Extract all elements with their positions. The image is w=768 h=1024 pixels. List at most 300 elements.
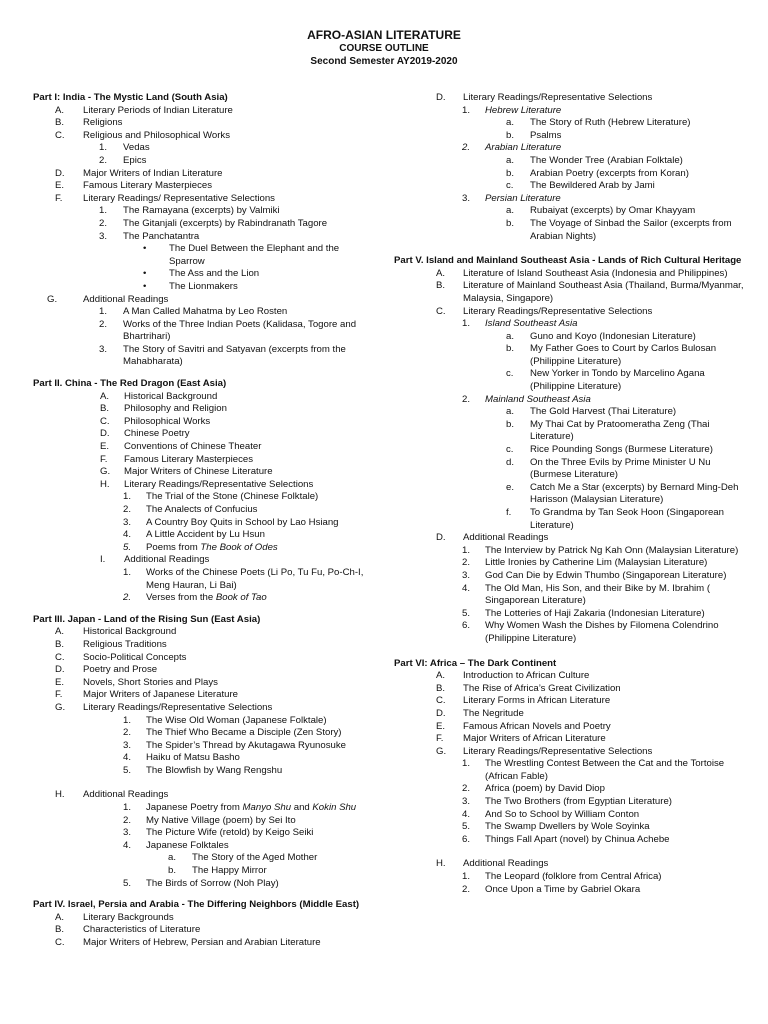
part-3-item xyxy=(33,827,373,840)
part-1-item xyxy=(33,231,373,244)
item-text: The Story of Ruth (Hebrew Literature) xyxy=(530,117,691,129)
item-marker: c. xyxy=(506,368,514,380)
item-text: Additional Readings xyxy=(83,293,169,305)
item-marker: 5. xyxy=(123,764,132,776)
item-text: Philosophical Works xyxy=(124,415,211,427)
item-marker: C. xyxy=(100,415,110,427)
part-5-item xyxy=(394,482,746,507)
item-text: Chinese Poetry xyxy=(124,428,190,440)
part-3-item xyxy=(33,664,373,677)
item-text: The Wise Old Woman (Japanese Folktale) xyxy=(146,714,327,726)
part-heading: Part IV. Israel, Persia and Arabia - The Differing Neighbors (Middle East) xyxy=(33,899,360,911)
item-marker: 6. xyxy=(462,620,471,632)
part-4-item xyxy=(394,130,746,143)
item-marker: f. xyxy=(506,507,512,518)
part-6-item xyxy=(394,670,746,683)
part-1-item xyxy=(33,268,373,281)
part-3-item xyxy=(33,639,373,652)
item-text: And So to School by William Conton xyxy=(485,808,640,820)
part-4-item xyxy=(394,105,746,118)
item-marker: 1. xyxy=(123,802,132,814)
part-5-item xyxy=(394,306,746,319)
item-marker: 2. xyxy=(123,727,132,739)
part-5-item xyxy=(394,532,746,545)
item-text: Island Southeast Asia xyxy=(485,318,578,330)
part-3-item xyxy=(33,626,373,639)
item-marker: b. xyxy=(506,418,515,430)
item-marker: F. xyxy=(55,689,63,701)
part-heading: Part III. Japan - Land of the Rising Sun (East Asia) xyxy=(33,613,261,625)
item-marker: a. xyxy=(506,205,515,217)
part-3-item xyxy=(33,765,373,778)
part-2-item xyxy=(33,491,373,504)
item-text: Religions xyxy=(83,117,123,129)
item-marker: c. xyxy=(506,180,514,192)
item-text: New Yorker in Tondo by Marcelino Agana (Philippine Literature) xyxy=(530,368,705,393)
item-marker: 4. xyxy=(462,808,471,820)
item-marker: 2. xyxy=(99,154,108,166)
item-marker: 4. xyxy=(123,529,132,541)
item-text: The Happy Mirror xyxy=(192,865,267,877)
part-6-item xyxy=(394,746,746,759)
item-marker: A. xyxy=(436,670,446,682)
item-marker: A. xyxy=(55,911,65,923)
part-6-item xyxy=(394,809,746,822)
item-marker: d. xyxy=(506,456,515,468)
item-marker: G. xyxy=(55,701,66,713)
part-3-item xyxy=(33,852,373,865)
part-3-item xyxy=(33,702,373,715)
item-marker: 3. xyxy=(462,796,471,808)
part-1-item xyxy=(33,180,373,193)
item-text: The Wrestling Contest Between the Cat and the Tortoise (African Fable) xyxy=(485,758,725,782)
item-text: The Wonder Tree (Arabian Folktale) xyxy=(530,154,683,166)
item-text: Major Writers of Japanese Literature xyxy=(83,689,238,701)
part-5-item xyxy=(394,557,746,570)
item-text: The Duel Between the Elephant and the Sparrow xyxy=(169,243,340,267)
item-text: My Thai Cat by Pratoomeratha Zeng (Thai Literature) xyxy=(530,418,710,443)
item-text: Guno and Koyo (Indonesian Literature) xyxy=(530,330,696,342)
item-marker: b. xyxy=(506,217,515,229)
item-marker: 1. xyxy=(123,566,132,578)
item-text: Works of the Chinese Poets (Li Po, Tu Fu, Po-Ch-I, Meng Hauran, Li Bai) xyxy=(146,566,364,591)
item-marker: E. xyxy=(100,441,110,453)
part-3-item xyxy=(33,802,373,815)
part-6-item xyxy=(394,821,746,834)
part-1-item xyxy=(33,319,373,344)
item-text: A Little Accident by Lu Hsun xyxy=(146,529,265,541)
item-marker: B. xyxy=(55,117,65,129)
item-marker: A. xyxy=(100,390,110,402)
item-marker: H. xyxy=(436,858,446,870)
item-marker: 4. xyxy=(123,752,132,764)
part-2-item xyxy=(33,554,373,567)
item-marker: E. xyxy=(55,676,65,688)
item-text: The Thief Who Became a Disciple (Zen Story) xyxy=(146,727,342,739)
item-text: Poetry and Prose xyxy=(83,664,158,676)
item-marker: D. xyxy=(100,428,110,440)
item-marker: H. xyxy=(55,789,65,801)
item-text: Famous Literary Masterpieces xyxy=(124,453,254,465)
part-5-item xyxy=(394,507,746,532)
item-text: Haiku of Matsu Basho xyxy=(146,752,240,764)
item-text: The Ramayana (excerpts) by Valmiki xyxy=(123,205,280,217)
item-text: Africa (poem) by David Diop xyxy=(485,783,605,795)
part-4-item xyxy=(394,205,746,218)
item-marker: 2. xyxy=(462,393,471,405)
item-text: Literature of Island Southeast Asia (Indonesia and Philippines) xyxy=(463,267,728,279)
item-marker: 2. xyxy=(123,592,132,604)
item-marker: 3. xyxy=(123,739,132,751)
item-text: Major Writers of Indian Literature xyxy=(83,167,223,179)
part-4-item xyxy=(394,117,746,130)
part-6-item xyxy=(394,758,746,783)
part-5-item xyxy=(394,608,746,621)
item-text: Once Upon a Time by Gabriel Okara xyxy=(485,883,641,895)
item-text: The Gitanjali (excerpts) by Rabindranath Tagore xyxy=(123,217,328,229)
part-3-item xyxy=(33,652,373,665)
item-marker: C. xyxy=(436,305,446,317)
item-text: The Panchatantra xyxy=(123,230,200,242)
part-5-item xyxy=(394,620,746,645)
part-4-item xyxy=(394,155,746,168)
item-text: Literary Readings/Representative Selections xyxy=(463,305,653,317)
item-marker: 1. xyxy=(123,491,132,503)
item-text: Major Writers of Hebrew, Persian and Arabian Literature xyxy=(83,937,321,948)
part-5-item xyxy=(394,318,746,331)
item-text: The Voyage of Sinbad the Sailor (excerpts from Arabian Nights) xyxy=(530,217,732,242)
part-6-item xyxy=(394,783,746,796)
part-4-item xyxy=(394,142,746,155)
part-1-item xyxy=(33,155,373,168)
item-marker: D. xyxy=(55,664,65,676)
item-marker: 2. xyxy=(99,217,108,229)
part-4-item xyxy=(33,912,373,925)
part-6-item xyxy=(394,834,746,847)
outline-right-column xyxy=(394,92,746,896)
item-text: Literary Periods of Indian Literature xyxy=(83,104,233,116)
item-text: The Leopard (folklore from Central Africa) xyxy=(485,871,662,883)
item-text: Socio-Political Concepts xyxy=(83,651,187,663)
item-text: The Old Man, His Son, and their Bike by M. Ibrahim ( Singaporean Literature) xyxy=(485,582,711,607)
item-text: Literary Forms in African Literature xyxy=(463,695,611,707)
part-1-item xyxy=(33,281,373,294)
item-marker: A. xyxy=(55,104,65,116)
part-1-item xyxy=(33,105,373,118)
item-marker: 1. xyxy=(462,104,471,116)
item-text: The Interview by Patrick Ng Kah Onn (Malaysian Literature) xyxy=(485,544,739,556)
part-2-item xyxy=(33,592,373,605)
item-marker: 5. xyxy=(123,541,132,553)
part-3-item xyxy=(33,677,373,690)
item-text: The Bewildered Arab by Jami xyxy=(530,180,655,192)
item-text: Works of the Three Indian Poets (Kalidasa, Togore and Bhartrihari) xyxy=(123,318,357,343)
item-text: Literature of Mainland Southeast Asia (Thailand, Burma/Myanmar, Malaysia, Singapore) xyxy=(463,280,744,304)
item-text: Arabian Poetry (excerpts from Koran) xyxy=(530,167,689,179)
outline-left-column xyxy=(33,92,373,950)
item-marker: 6. xyxy=(462,833,471,845)
item-text: Historical Background xyxy=(124,390,218,402)
item-text: Persian Literature xyxy=(485,192,561,204)
item-marker: 2. xyxy=(123,504,132,515)
part-5-item xyxy=(394,570,746,583)
item-marker: 2. xyxy=(462,142,471,154)
item-marker: C. xyxy=(55,129,65,141)
part-heading: Part I: India - The Mystic Land (South Asia) xyxy=(33,92,228,103)
part-6-item xyxy=(394,871,746,884)
item-marker: F. xyxy=(55,192,63,204)
item-text: The Trial of the Stone (Chinese Folktale) xyxy=(146,491,319,503)
item-text: The Gold Harvest (Thai Literature) xyxy=(530,406,677,418)
item-text: Historical Background xyxy=(83,626,177,638)
part-1-item xyxy=(33,344,373,369)
item-marker: 1. xyxy=(462,758,471,770)
item-marker: 5. xyxy=(123,877,132,889)
part-heading: Part II. China - The Red Dragon (East Asia) xyxy=(33,378,227,390)
part-5-item xyxy=(394,368,746,393)
part-4-item xyxy=(394,218,746,243)
item-marker: H. xyxy=(100,478,110,490)
part-2-item xyxy=(33,403,373,416)
item-text: Additional Readings xyxy=(124,554,210,566)
item-text: Hebrew Literature xyxy=(485,104,562,116)
part-2-item xyxy=(33,517,373,530)
item-marker: C. xyxy=(436,695,446,707)
item-marker: • xyxy=(143,243,147,255)
item-marker: 1. xyxy=(462,544,471,556)
item-marker: a. xyxy=(506,406,515,418)
item-marker: 3. xyxy=(99,343,108,355)
part-3-item xyxy=(33,865,373,878)
item-marker: 1. xyxy=(99,142,108,154)
item-text: Religious and Philosophical Works xyxy=(83,129,231,141)
item-text: On the Three Evils by Prime Minister U Nu (Burmese Literature) xyxy=(530,456,711,481)
part-1-item xyxy=(33,243,373,268)
part-2-item xyxy=(33,529,373,542)
part-6-item xyxy=(394,721,746,734)
item-marker: F. xyxy=(436,733,444,745)
item-text: Literary Readings/ Representative Selections xyxy=(83,192,275,204)
item-marker: B. xyxy=(436,682,446,694)
item-text: Introduction to African Culture xyxy=(463,670,590,682)
part-5-item xyxy=(394,457,746,482)
item-text: Poems from The Book of Odes xyxy=(146,541,278,553)
part-3-item xyxy=(33,789,373,802)
item-text: Why Women Wash the Dishes by Filomena Colendrino (Philippine Literature) xyxy=(485,620,719,644)
item-marker: 3. xyxy=(123,827,132,839)
item-marker: D. xyxy=(436,707,446,719)
item-text: Vedas xyxy=(123,142,150,154)
part-2-item xyxy=(33,542,373,555)
item-marker: B. xyxy=(100,403,110,415)
part-5-item xyxy=(394,419,746,444)
item-text: Rice Pounding Songs (Burmese Literature) xyxy=(530,444,713,456)
item-text: Famous African Novels and Poetry xyxy=(463,720,611,732)
item-marker: • xyxy=(143,268,147,280)
item-marker: G. xyxy=(47,293,58,305)
item-text: Little Ironies by Catherine Lim (Malaysian Literature) xyxy=(485,557,708,569)
item-text: The Picture Wife (retold) by Keigo Seiki xyxy=(146,827,314,839)
part-1-item xyxy=(33,142,373,155)
item-marker: a. xyxy=(506,330,515,342)
item-marker: 3. xyxy=(123,516,132,528)
part-6-item xyxy=(394,884,746,897)
item-marker: 2. xyxy=(462,557,471,569)
part-1-item xyxy=(33,168,373,181)
part-3-item xyxy=(33,878,373,891)
item-marker: 2. xyxy=(462,783,471,795)
item-text: Additional Readings xyxy=(463,532,549,544)
item-marker: A. xyxy=(436,267,446,279)
item-text: Literary Readings/Representative Selections xyxy=(463,745,653,757)
semester-label: Second Semester AY2019-2020 xyxy=(310,56,458,67)
item-marker: 3. xyxy=(99,230,108,242)
part-2-item xyxy=(33,441,373,454)
part-1-item xyxy=(33,218,373,231)
item-text: Literary Readings/Representative Selections xyxy=(124,478,314,490)
item-marker: D. xyxy=(436,532,446,544)
item-marker: 5. xyxy=(462,607,471,619)
document-title: AFRO-ASIAN LITERATURE xyxy=(307,28,461,42)
item-marker: D. xyxy=(436,92,446,103)
item-text: My Native Village (poem) by Sei Ito xyxy=(146,814,296,826)
part-1-item xyxy=(33,205,373,218)
part-6-item xyxy=(394,796,746,809)
item-text: Famous Literary Masterpieces xyxy=(83,180,213,192)
item-marker: B. xyxy=(436,280,446,292)
item-text: Major Writers of African Literature xyxy=(463,733,606,745)
part-2-item xyxy=(33,454,373,467)
item-text: Psalms xyxy=(530,129,562,141)
part-1-item xyxy=(33,294,373,307)
item-text: Additional Readings xyxy=(83,789,169,801)
part-heading: Part VI: Africa – The Dark Continent xyxy=(394,657,557,669)
item-text: The Rise of Africa’s Great Civilization xyxy=(463,682,621,694)
item-marker: A. xyxy=(55,626,65,638)
item-text: God Can Die by Edwin Thumbo (Singaporean Literature) xyxy=(485,569,727,581)
item-marker: 5. xyxy=(462,821,471,833)
part-4-item xyxy=(394,193,746,206)
item-text: Religious Traditions xyxy=(83,638,167,650)
part-6-item xyxy=(394,683,746,696)
item-text: The Negritude xyxy=(463,707,524,719)
item-marker: E. xyxy=(55,180,65,192)
item-text: Literary Readings/Representative Selections xyxy=(83,701,273,713)
item-text: Philosophy and Religion xyxy=(124,403,227,415)
document-subtitle: COURSE OUTLINE xyxy=(339,43,429,54)
item-marker: 2. xyxy=(462,883,471,895)
part-2-item xyxy=(33,391,373,404)
item-text: The Spider’s Thread by Akutagawa Ryunosuke xyxy=(146,739,346,751)
item-text: Catch Me a Star (excerpts) by Bernard Ming-Deh Harisson (Malaysian Literature) xyxy=(530,481,739,506)
item-text: Epics xyxy=(123,154,147,166)
item-marker: b. xyxy=(506,129,515,141)
item-marker: b. xyxy=(506,343,515,355)
item-marker: 3. xyxy=(462,192,471,204)
item-text: The Birds of Sorrow (Noh Play) xyxy=(146,877,279,889)
part-5-item xyxy=(394,343,746,368)
part-6-item xyxy=(394,858,746,871)
item-marker: 4. xyxy=(123,839,132,851)
item-text: Things Fall Apart (novel) by Chinua Achebe xyxy=(485,833,670,845)
part-5-item xyxy=(394,268,746,281)
item-text: The Lotteries of Haji Zakaria (Indonesian Literature) xyxy=(485,607,705,619)
part-3-item xyxy=(33,715,373,728)
item-marker: B. xyxy=(55,638,65,650)
part-5-item xyxy=(394,545,746,558)
part-4-item xyxy=(394,92,746,105)
part-6-item xyxy=(394,708,746,721)
part-3-item xyxy=(33,840,373,853)
part-4-item xyxy=(33,924,373,937)
item-text: Additional Readings xyxy=(463,858,549,870)
part-3-item xyxy=(33,689,373,702)
item-marker: C. xyxy=(55,651,65,663)
part-3-item xyxy=(33,752,373,765)
part-1-item xyxy=(33,117,373,130)
item-text: Mainland Southeast Asia xyxy=(485,393,591,405)
item-marker: a. xyxy=(506,154,515,166)
part-4-item xyxy=(33,937,373,950)
item-marker: 1. xyxy=(462,871,471,883)
part-1-item xyxy=(33,130,373,143)
part-3-item xyxy=(33,727,373,740)
item-text: The Story of Savitri and Satyavan (excerpts from the Mahabharata) xyxy=(123,343,346,368)
item-text: Japanese Folktales xyxy=(146,839,229,851)
item-text: The Swamp Dwellers by Wole Soyinka xyxy=(485,821,650,833)
item-marker: a. xyxy=(506,117,515,129)
item-text: The Two Brothers (from Egyptian Literature) xyxy=(485,796,672,808)
part-2-item xyxy=(33,504,373,517)
item-marker: G. xyxy=(100,466,111,478)
part-2-item xyxy=(33,428,373,441)
part-3-item xyxy=(33,740,373,753)
item-marker: • xyxy=(143,280,147,292)
item-text: My Father Goes to Court by Carlos Bulosan (Philippine Literature) xyxy=(530,343,717,367)
item-text: The Lionmakers xyxy=(169,280,238,292)
item-text: Arabian Literature xyxy=(485,142,562,154)
part-5-item xyxy=(394,444,746,457)
item-marker: 4. xyxy=(462,582,471,594)
part-5-item xyxy=(394,394,746,407)
item-text: To Grandma by Tan Seok Hoon (Singaporean Literature) xyxy=(530,507,724,531)
item-text: Literary Backgrounds xyxy=(83,911,174,923)
item-marker: b. xyxy=(506,167,515,179)
item-marker: 2. xyxy=(123,814,132,826)
item-marker: I. xyxy=(100,554,106,566)
item-text: A Country Boy Quits in School by Lao Hsiang xyxy=(146,516,339,528)
item-text: Characteristics of Literature xyxy=(83,924,201,936)
part-2-item xyxy=(33,567,373,592)
part-2-item xyxy=(33,416,373,429)
item-text: The Blowfish by Wang Rengshu xyxy=(146,764,283,776)
item-marker: 2. xyxy=(99,318,108,330)
part-5-item xyxy=(394,280,746,305)
item-marker: c. xyxy=(506,444,514,456)
item-marker: 1. xyxy=(99,306,108,318)
part-heading: Part V. Island and Mainland Southeast Asia - Lands of Rich Cultural Heritage xyxy=(394,255,742,267)
item-marker: D. xyxy=(55,167,65,179)
item-marker: a. xyxy=(168,852,177,864)
item-text: Novels, Short Stories and Plays xyxy=(83,676,218,688)
part-5-item xyxy=(394,583,746,608)
item-text: Japanese Poetry from Manyo Shu and Kokin Shu xyxy=(146,802,357,814)
part-6-item xyxy=(394,733,746,746)
item-marker: G. xyxy=(436,745,447,757)
item-marker: F. xyxy=(100,453,108,465)
item-text: Literary Readings/Representative Selections xyxy=(463,92,653,103)
item-marker: 3. xyxy=(462,569,471,581)
